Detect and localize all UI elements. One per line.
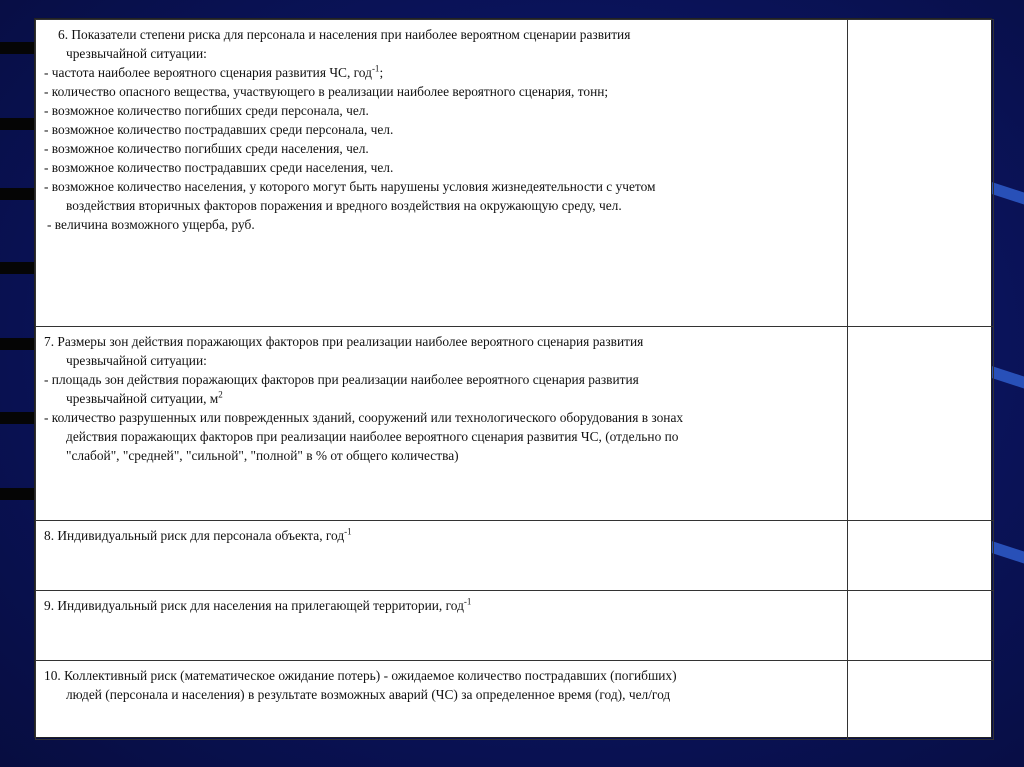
risk-indicators-table	[35, 19, 994, 740]
row-6-item: - частота наиболее вероятного сценария развития ЧС, год$^{-1}$;	[44, 63, 384, 80]
row-10-value-cell[interactable]	[848, 661, 994, 740]
row-10-line: людей (персонала и населения) в результате возможных аварий (ЧС) за определенное время (год), чел/год	[66, 687, 671, 702]
decor-bar-left	[0, 262, 34, 274]
row-8-value-cell[interactable]	[848, 521, 994, 591]
row-6-item: - возможное количество погибших среди населения, чел.	[44, 141, 369, 156]
decor-bar-left	[0, 118, 34, 130]
table-row	[36, 327, 994, 521]
row-6-item: - возможное количество пострадавших среди населения, чел.	[44, 160, 394, 175]
row-7-item-2-line: - количество разрушенных или поврежденных зданий, сооружений или технологического оборудования в зонах	[44, 410, 684, 425]
decor-bar-left	[0, 412, 34, 424]
row-7-heading-line: 7. Размеры зон действия поражающих факторов при реализации наиболее вероятного сценария развития	[44, 334, 644, 349]
decor-bar-left	[0, 338, 34, 350]
row-6-item: - количество опасного вещества, участвующего в реализации наиболее вероятного сценария, тонн;	[44, 84, 609, 99]
row-10-description-cell	[36, 661, 848, 740]
decor-bar-left	[0, 488, 34, 500]
document-table-sheet	[34, 18, 992, 738]
row-7-item-2-line: действия поражающих факторов при реализации наиболее вероятного сценария развития ЧС, (отдельно по	[66, 429, 679, 444]
row-6-heading-line: чрезвычайной ситуации:	[66, 46, 207, 61]
row-6-item: воздействия вторичных факторов поражения и вредного воздействия на окружающую среду, чел.	[66, 198, 622, 213]
decor-bar-left	[0, 42, 34, 54]
row-9-value-cell[interactable]	[848, 591, 994, 661]
row-6-value-cell[interactable]	[848, 20, 994, 327]
table-row	[36, 591, 994, 661]
row-8-text: 8. Индивидуальный риск для персонала объекта, год$^{-1}$	[44, 526, 352, 543]
row-6-item: - возможное количество погибших среди персонала, чел.	[44, 103, 369, 118]
row-7-item-1-line: - площадь зон действия поражающих факторов при реализации наиболее вероятного сценария развития	[44, 372, 639, 387]
row-6-item: - величина возможного ущерба, руб.	[47, 217, 255, 232]
table-row	[36, 20, 994, 327]
row-7-item-2-line: "слабой", "средней", "сильной", "полной" в % от общего количества)	[66, 448, 459, 463]
row-6-item: - возможное количество пострадавших среди персонала, чел.	[44, 122, 394, 137]
table-row	[36, 521, 994, 591]
table-row	[36, 661, 994, 740]
row-7-value-cell[interactable]	[848, 327, 994, 521]
row-10-line: 10. Коллективный риск (математическое ожидание потерь) - ожидаемое количество пострадавших (погибших)	[44, 668, 677, 683]
row-9-text: 9. Индивидуальный риск для населения на прилегающей территории, год$^{-1}$	[44, 596, 472, 613]
row-8-description-cell	[36, 521, 848, 591]
row-9-description-cell	[36, 591, 848, 661]
row-7-item-1-line: чрезвычайной ситуации, $м^2$	[66, 389, 223, 406]
decor-bar-left	[0, 188, 34, 200]
row-7-description-cell	[36, 327, 848, 521]
row-6-item: - возможное количество населения, у которого могут быть нарушены условия жизнедеятельности с учетом	[44, 179, 656, 194]
row-6-heading-line: 6. Показатели степени риска для персонала и населения при наиболее вероятном сценарии развития	[58, 27, 631, 42]
row-6-description-cell	[36, 20, 848, 327]
row-7-heading-line: чрезвычайной ситуации:	[66, 353, 207, 368]
